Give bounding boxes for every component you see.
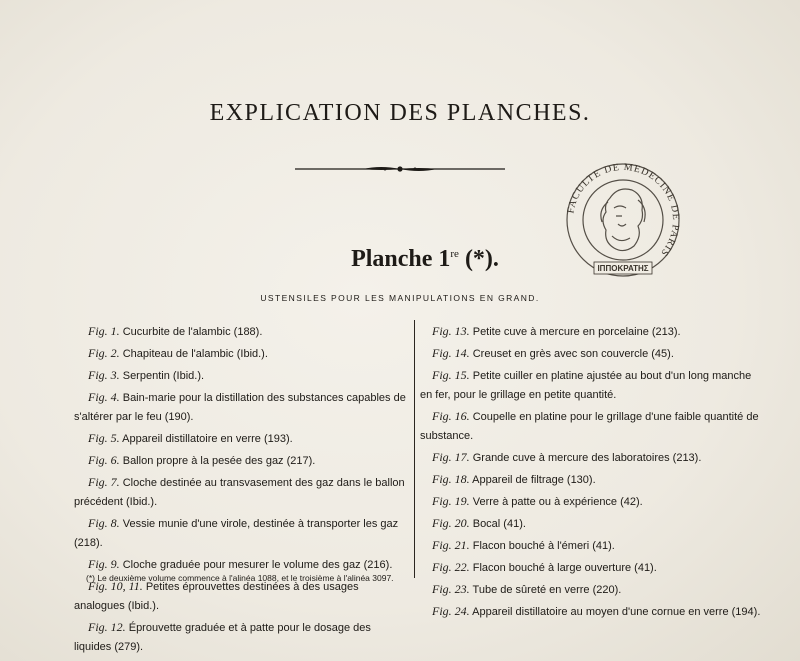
figure-number: Fig. 18. — [432, 472, 470, 486]
plate-note: (*). — [464, 246, 499, 272]
plate-number: 1 — [438, 246, 451, 272]
figure-item — [420, 366, 762, 405]
figure-caption: Vessie munie d'une virole, destinée à transporter les gaz (218). — [74, 518, 399, 549]
figure-number: Fig. 9. — [88, 557, 120, 571]
figure-number: Fig. 1. — [88, 324, 120, 338]
figure-item — [420, 407, 762, 446]
figure-caption: Bain-marie pour la distillation des substances capables de s'altérer par le feu (190). — [74, 392, 406, 423]
figure-number: Fig. 23. — [432, 582, 470, 596]
figure-caption: Cloche destinée au transvasement des gaz dans le ballon précédent (Ibid.). — [74, 477, 405, 508]
figure-caption: Éprouvette graduée et à patte pour le dosage des liquides (279). — [74, 622, 371, 653]
figure-number: Fig. 8. — [88, 516, 120, 530]
library-stamp — [558, 150, 688, 290]
right-figure-list — [420, 322, 762, 624]
figure-number: Fig. 21. — [432, 538, 470, 552]
figure-number: Fig. 4. — [88, 390, 120, 404]
figure-item — [74, 388, 406, 427]
figure-caption: Petites éprouvettes destinées à des usages analogues (Ibid.). — [74, 581, 359, 612]
figure-number: Fig. 17. — [432, 450, 470, 464]
figure-caption: Ballon propre à la pesée des gaz (217). — [119, 455, 316, 467]
figure-item — [74, 473, 406, 512]
figure-number: Fig. 2. — [88, 346, 120, 360]
figure-number: Fig. 3. — [88, 368, 120, 382]
figure-item — [420, 536, 762, 556]
figure-item — [420, 580, 762, 600]
page-heading: EXPLICATION DES PLANCHES. — [209, 100, 591, 126]
figure-item — [74, 618, 406, 657]
stamp-ring-text: FACULTE DE MEDECINE DE PARIS — [565, 161, 682, 259]
figure-item — [420, 322, 762, 342]
figure-caption: Cucurbite de l'alambic (188). — [119, 326, 263, 338]
figure-number: Fig. 22. — [432, 560, 470, 574]
figure-caption: Petite cuiller en platine ajustée au bout d'un long manche en fer, pour le grillage en petite quantité. — [420, 370, 752, 401]
figure-number: Fig. 5. — [88, 431, 120, 445]
figure-number: Fig. 14. — [432, 346, 470, 360]
figure-caption: Creuset en grès avec son couvercle (45). — [469, 348, 674, 360]
figure-number: Fig. 10, 11. — [88, 579, 143, 593]
svg-text:FACULTE DE MEDECINE DE PARIS — [565, 162, 681, 259]
figure-item — [74, 429, 406, 449]
plate-label: Planche — [351, 246, 433, 272]
figure-number: Fig. 6. — [88, 453, 120, 467]
figure-number: Fig. 24. — [432, 604, 470, 618]
plate-subtitle: USTENSILES POUR LES MANIPULATIONS EN GRAND. — [260, 293, 540, 303]
figure-item — [74, 366, 406, 386]
plate-title — [300, 246, 550, 273]
figure-caption: Grande cuve à mercure des laboratoires (213). — [469, 452, 702, 464]
figure-number: Fig. 15. — [432, 368, 470, 382]
figure-caption: Flacon bouché à l'émeri (41). — [469, 540, 615, 552]
figure-caption: Appareil distillatoire en verre (193). — [119, 433, 293, 445]
figure-caption: Petite cuve à mercure en porcelaine (213). — [469, 326, 681, 338]
figure-item — [74, 555, 406, 575]
figure-item — [420, 448, 762, 468]
figure-item — [420, 602, 762, 622]
figure-caption: Appareil de filtrage (130). — [469, 474, 596, 486]
figure-number: Fig. 20. — [432, 516, 470, 530]
figure-caption: Flacon bouché à large ouverture (41). — [469, 562, 657, 574]
figure-number: Fig. 7. — [88, 475, 120, 489]
column-divider — [414, 320, 415, 578]
figure-caption: Tube de sûreté en verre (220). — [469, 584, 622, 596]
figure-caption: Serpentin (Ibid.). — [119, 370, 205, 382]
figure-item — [420, 344, 762, 364]
plate-number-sup: re — [450, 248, 459, 260]
left-figure-list — [74, 322, 406, 659]
figure-caption: Coupelle en platine pour le grillage d'une faible quantité de substance. — [420, 411, 759, 442]
figure-caption: Appareil distillatoire au moyen d'une cornue en verre (194). — [469, 606, 761, 618]
figure-item — [420, 514, 762, 534]
ornamental-rule — [293, 164, 507, 174]
figure-item — [420, 470, 762, 490]
figure-number: Fig. 16. — [432, 409, 470, 423]
figure-caption: Cloche graduée pour mesurer le volume des gaz (216). — [119, 559, 393, 571]
figure-caption: Bocal (41). — [469, 518, 526, 530]
figure-item — [74, 514, 406, 553]
figure-item — [74, 451, 406, 471]
figure-number: Fig. 12. — [88, 620, 126, 634]
figure-caption: Chapiteau de l'alambic (Ibid.). — [119, 348, 268, 360]
figure-item — [420, 492, 762, 512]
figure-item — [74, 344, 406, 364]
footnote: (*) Le deuxième volume commence à l'alinéa 1088, et le troisième à l'alinéa 3097. — [86, 573, 394, 583]
figure-item — [420, 558, 762, 578]
figure-number: Fig. 19. — [432, 494, 470, 508]
figure-number: Fig. 13. — [432, 324, 470, 338]
figure-item — [74, 322, 406, 342]
figure-caption: Verre à patte ou à expérience (42). — [469, 496, 643, 508]
stamp-name: ΙΠΠΟΚΡΑΤΗΣ — [597, 264, 649, 273]
